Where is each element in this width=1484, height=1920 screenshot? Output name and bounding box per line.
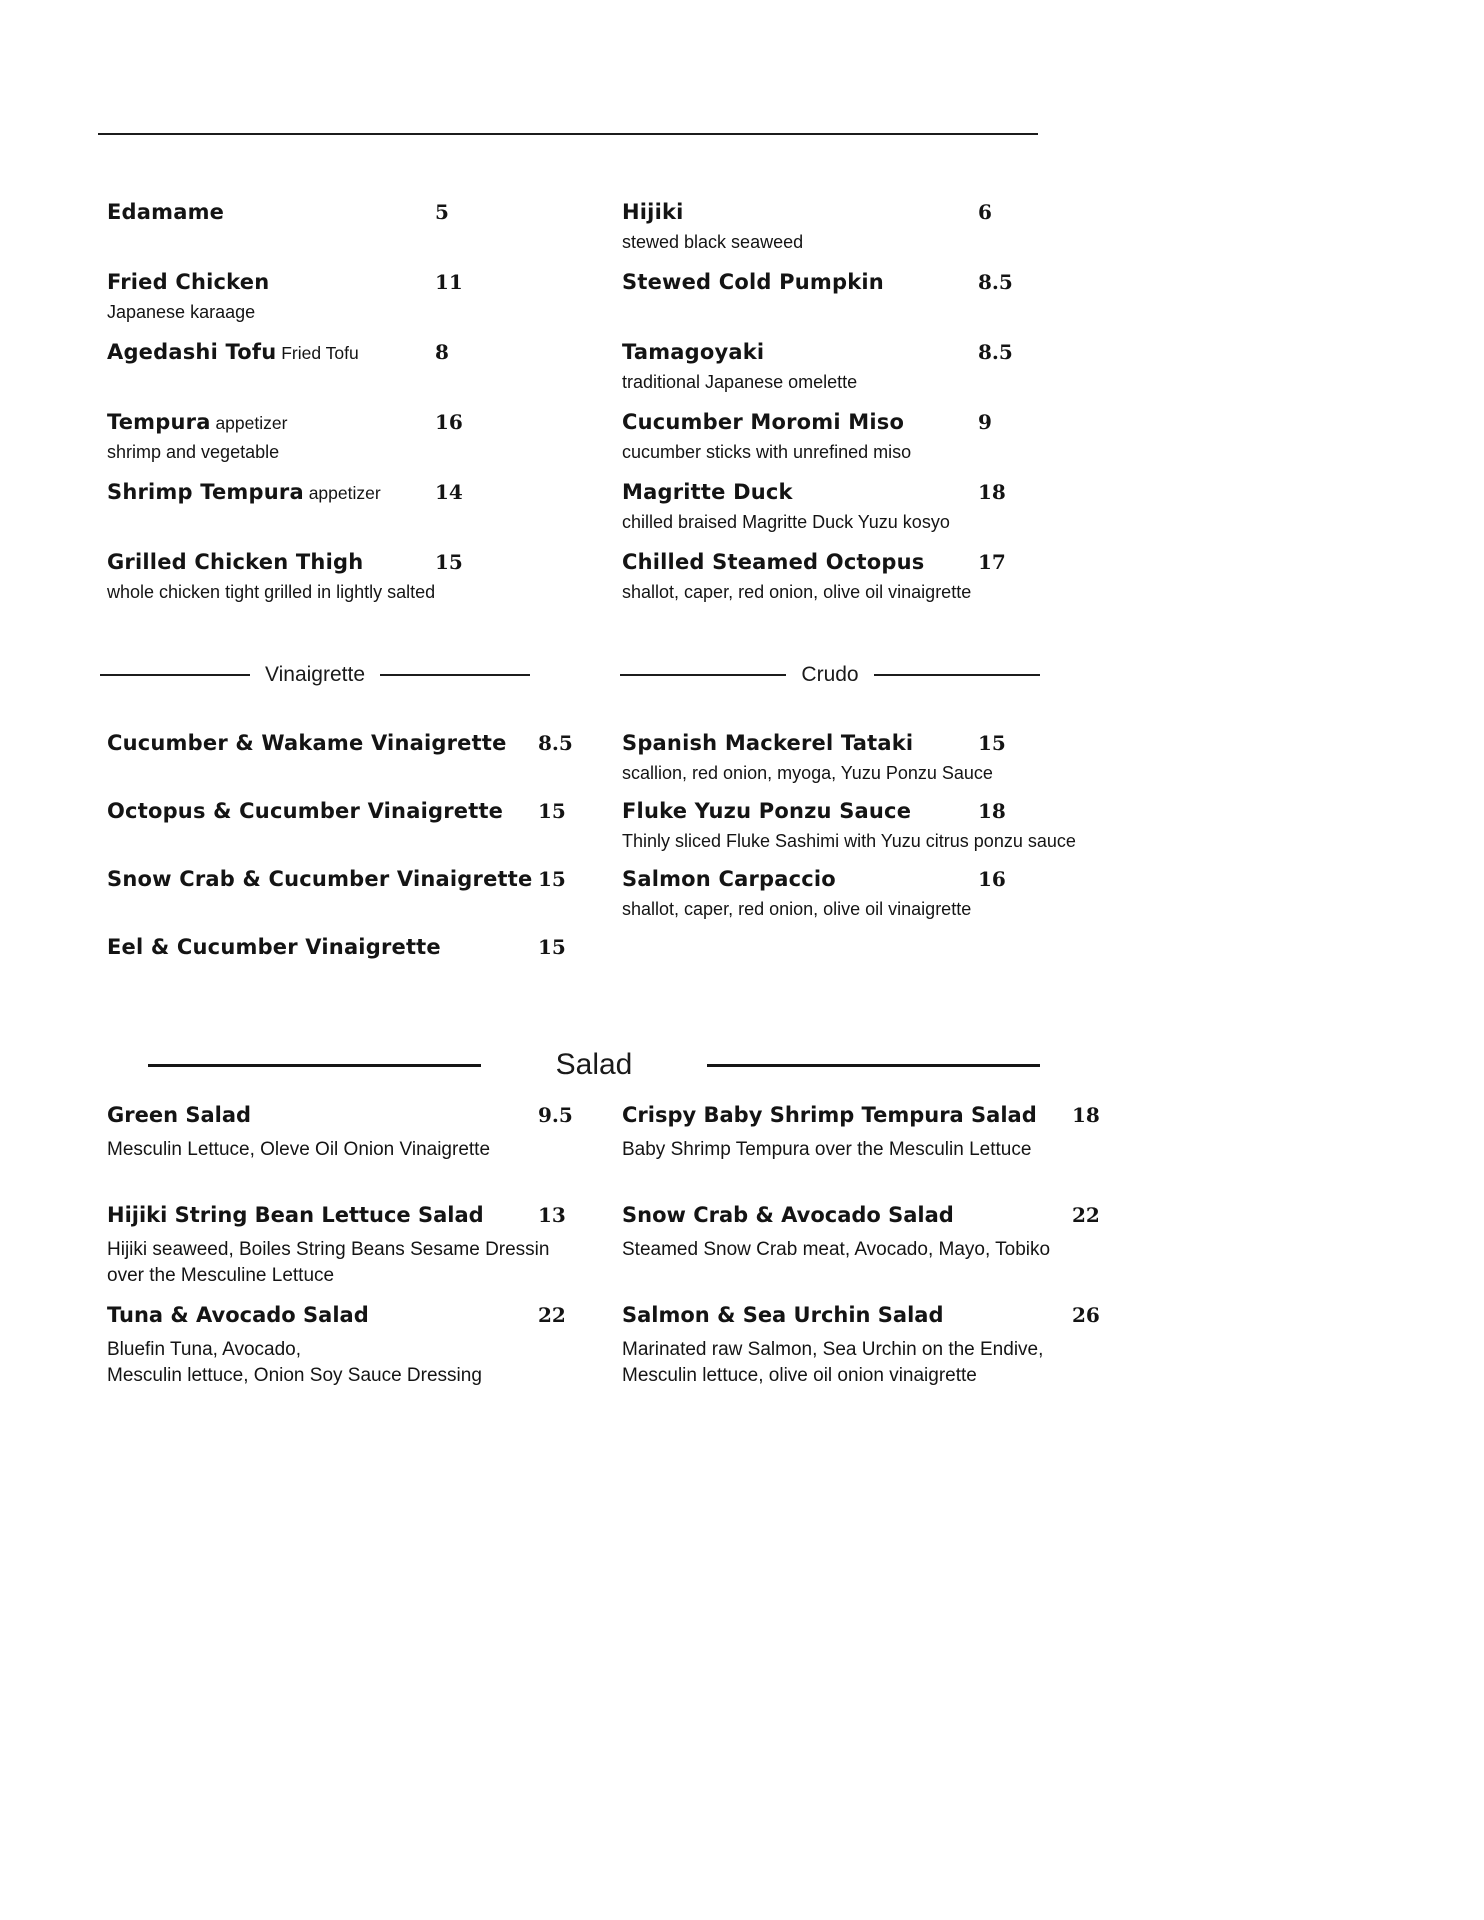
- menu-item-line: [622, 866, 1147, 894]
- menu-item: [107, 1302, 622, 1402]
- menu-item-name: Crispy Baby Shrimp Tempura Salad: [622, 1103, 1037, 1127]
- menu-item-line: [107, 199, 622, 227]
- menu-item-name: Tuna & Avocado Salad: [107, 1303, 369, 1327]
- menu-item-name: Eel & Cucumber Vinaigrette: [107, 935, 441, 959]
- menu-item-line: [107, 1302, 622, 1330]
- menu-item: [622, 1302, 1147, 1402]
- menu-item-line: [107, 269, 622, 297]
- menu-item-description: Steamed Snow Crab meat, Avocado, Mayo, Tobiko: [622, 1239, 1051, 1260]
- menu-item-price: 15: [538, 799, 566, 823]
- menu-item-name: Hijiki: [622, 200, 684, 224]
- crudo-header-right-rule: [874, 674, 1040, 676]
- menu-item-name: Salmon Carpaccio: [622, 867, 836, 891]
- appetizer-right-column: [622, 199, 1147, 619]
- menu-item: [107, 1202, 622, 1302]
- menu-item-line: [622, 479, 1147, 507]
- menu-item-price: 15: [538, 935, 566, 959]
- menu-item-suffix: appetizer: [303, 483, 381, 503]
- menu-item-name: Salmon & Sea Urchin Salad: [622, 1303, 944, 1327]
- menu-item-name: Tempura appetizer: [107, 410, 288, 434]
- menu-item: [107, 866, 622, 934]
- menu-item-name: Magritte Duck: [622, 480, 793, 504]
- menu-item: [622, 409, 1147, 479]
- menu-item: [107, 199, 622, 269]
- menu-item-description: whole chicken tight grilled in lightly salted: [107, 582, 436, 602]
- menu-item-line: [622, 1102, 1147, 1130]
- vinaigrette-column: [107, 730, 622, 1002]
- menu-item-name: Fluke Yuzu Ponzu Sauce: [622, 799, 912, 823]
- menu-item-description: chilled braised Magritte Duck Yuzu kosyo: [622, 512, 950, 532]
- menu-item-name: Spanish Mackerel Tataki: [622, 731, 914, 755]
- menu-item-price: 9.5: [538, 1103, 573, 1127]
- menu-item-name: Fried Chicken: [107, 270, 270, 294]
- menu-item-description: over the Mesculine Lettuce: [107, 1264, 335, 1286]
- menu-item-name: Agedashi Tofu Fried Tofu: [107, 340, 359, 364]
- salad-left-column: [107, 1102, 622, 1402]
- menu-item-price: 8: [435, 340, 449, 364]
- menu-item: [107, 269, 622, 339]
- salad-right-column: [622, 1102, 1147, 1402]
- menu-item-price: 22: [538, 1303, 566, 1327]
- menu-item-description: scallion, red onion, myoga, Yuzu Ponzu Sauce: [622, 763, 993, 783]
- menu-item-line: [622, 1202, 1147, 1230]
- menu-item: [622, 1202, 1147, 1302]
- menu-item-description: Baby Shrimp Tempura over the Mesculin Lettuce: [622, 1139, 1032, 1160]
- menu-item-suffix: Fried Tofu: [276, 343, 359, 363]
- menu-item: [107, 798, 622, 866]
- menu-item-line: [107, 1202, 622, 1230]
- menu-item-name: Octopus & Cucumber Vinaigrette: [107, 799, 504, 823]
- menu-item: [622, 339, 1147, 409]
- menu-item-line: [107, 339, 622, 367]
- salad-header-label: Salad: [555, 1048, 633, 1081]
- menu-item-price: 11: [435, 270, 463, 294]
- menu-item-price: 13: [538, 1203, 566, 1227]
- menu-item-description: Hijiki seaweed, Boiles String Beans Sesame Dressin: [107, 1239, 550, 1260]
- menu-item-price: 26: [1072, 1303, 1100, 1327]
- menu-item-price: 18: [978, 799, 1006, 823]
- menu-item-name: Snow Crab & Cucumber Vinaigrette: [107, 867, 533, 891]
- menu-item-price: 22: [1072, 1203, 1100, 1227]
- crudo-column: [622, 730, 1147, 1002]
- menu-item-price: 8.5: [978, 340, 1013, 364]
- menu-item-suffix: appetizer: [210, 413, 288, 433]
- menu-item-price: 15: [538, 867, 566, 891]
- menu-item-name: Tamagoyaki: [622, 340, 765, 364]
- menu-item-line: [622, 1302, 1147, 1330]
- menu-item: [622, 269, 1147, 339]
- menu-item-line: [622, 730, 1147, 758]
- menu-item-description: Thinly sliced Fluke Sashimi with Yuzu citrus ponzu sauce: [622, 831, 1076, 851]
- menu-item: [107, 409, 622, 479]
- menu-item-price: 5: [435, 200, 449, 224]
- menu-item-description: Mesculin lettuce, Onion Soy Sauce Dressing: [107, 1364, 482, 1386]
- menu-item: [107, 934, 622, 1002]
- menu-item: [622, 730, 1147, 798]
- menu-item: [622, 866, 1147, 934]
- menu-item: [107, 479, 622, 549]
- menu-item-description: Mesculin lettuce, olive oil onion vinaigrette: [622, 1364, 977, 1386]
- menu-item-price: 8.5: [978, 270, 1013, 294]
- menu-item-line: [622, 199, 1147, 227]
- menu-item-line: [622, 339, 1147, 367]
- menu-item-line: [107, 866, 622, 894]
- menu-item-price: 17: [978, 550, 1006, 574]
- vinaigrette-crudo-section: [107, 730, 1147, 1002]
- menu-item-price: 6: [978, 200, 992, 224]
- vinaigrette-header-left-rule: [100, 674, 250, 676]
- menu-item: [107, 1102, 622, 1202]
- vinaigrette-header-right-rule: [380, 674, 530, 676]
- menu-item-price: 8.5: [538, 731, 573, 755]
- menu-item-description: traditional Japanese omelette: [622, 372, 858, 392]
- menu-item-line: [622, 798, 1147, 826]
- menu-item-name: Grilled Chicken Thigh: [107, 550, 364, 574]
- menu-item-line: [622, 269, 1147, 297]
- subheader-row: [100, 660, 1040, 690]
- menu-item-description: shrimp and vegetable: [107, 442, 280, 462]
- salad-header-left-rule: [148, 1064, 481, 1067]
- menu-item-name: Cucumber & Wakame Vinaigrette: [107, 731, 507, 755]
- menu-item-price: 16: [978, 867, 1006, 891]
- menu-item-line: [107, 798, 622, 826]
- menu-item-description: Marinated raw Salmon, Sea Urchin on the Endive,: [622, 1339, 1044, 1360]
- menu-item-name: Green Salad: [107, 1103, 252, 1127]
- salad-header-right-rule: [707, 1064, 1040, 1067]
- menu-item-price: 15: [978, 731, 1006, 755]
- menu-item-description: Bluefin Tuna, Avocado,: [107, 1339, 302, 1360]
- menu-item-description: shallot, caper, red onion, olive oil vinaigrette: [622, 899, 972, 919]
- menu-item-price: 18: [978, 480, 1006, 504]
- menu-item-line: [622, 549, 1147, 577]
- menu-item: [622, 479, 1147, 549]
- menu-item-description: Mesculin Lettuce, Oleve Oil Onion Vinaigrette: [107, 1139, 491, 1160]
- salad-header: [148, 1044, 1040, 1086]
- menu-item-name: Edamame: [107, 200, 225, 224]
- crudo-header-left-rule: [620, 674, 786, 676]
- menu-item: [107, 549, 622, 619]
- menu-item: [622, 1102, 1147, 1202]
- menu-item-price: 15: [435, 550, 463, 574]
- menu-item-description: Japanese karaage: [107, 302, 256, 322]
- menu-item-price: 16: [435, 410, 463, 434]
- vinaigrette-header-label: Vinaigrette: [264, 663, 366, 686]
- crudo-header: [620, 660, 1040, 690]
- menu-item-line: [107, 934, 622, 962]
- menu-item-name: Hijiki String Bean Lettuce Salad: [107, 1203, 484, 1227]
- menu-item-name: Cucumber Moromi Miso: [622, 410, 905, 434]
- menu-item-line: [622, 409, 1147, 437]
- menu-item: [107, 339, 622, 409]
- menu-item-name: Shrimp Tempura appetizer: [107, 480, 381, 504]
- menu-item-price: 9: [978, 410, 992, 434]
- crudo-header-label: Crudo: [801, 663, 859, 686]
- menu-item-name: Stewed Cold Pumpkin: [622, 270, 884, 294]
- menu-item-line: [107, 1102, 622, 1130]
- top-divider: [98, 133, 1038, 135]
- menu-item-description: stewed black seaweed: [622, 232, 804, 252]
- menu-item: [622, 798, 1147, 866]
- menu-item-line: [107, 549, 622, 577]
- menu-item-line: [107, 409, 622, 437]
- menu-item-line: [107, 730, 622, 758]
- menu-item: [622, 199, 1147, 269]
- menu-item-price: 18: [1072, 1103, 1100, 1127]
- menu-item-description: shallot, caper, red onion, olive oil vinaigrette: [622, 582, 972, 602]
- appetizer-left-column: [107, 199, 622, 619]
- menu-item-line: [107, 479, 622, 507]
- menu-item-description: cucumber sticks with unrefined miso: [622, 442, 912, 462]
- menu-item-price: 14: [435, 480, 463, 504]
- vinaigrette-header: [100, 660, 530, 690]
- appetizer-section: [107, 199, 1147, 619]
- menu-item-name: Chilled Steamed Octopus: [622, 550, 925, 574]
- menu-item-name: Snow Crab & Avocado Salad: [622, 1203, 954, 1227]
- salad-section: [107, 1102, 1147, 1402]
- menu-item: [622, 549, 1147, 619]
- menu-item: [107, 730, 622, 798]
